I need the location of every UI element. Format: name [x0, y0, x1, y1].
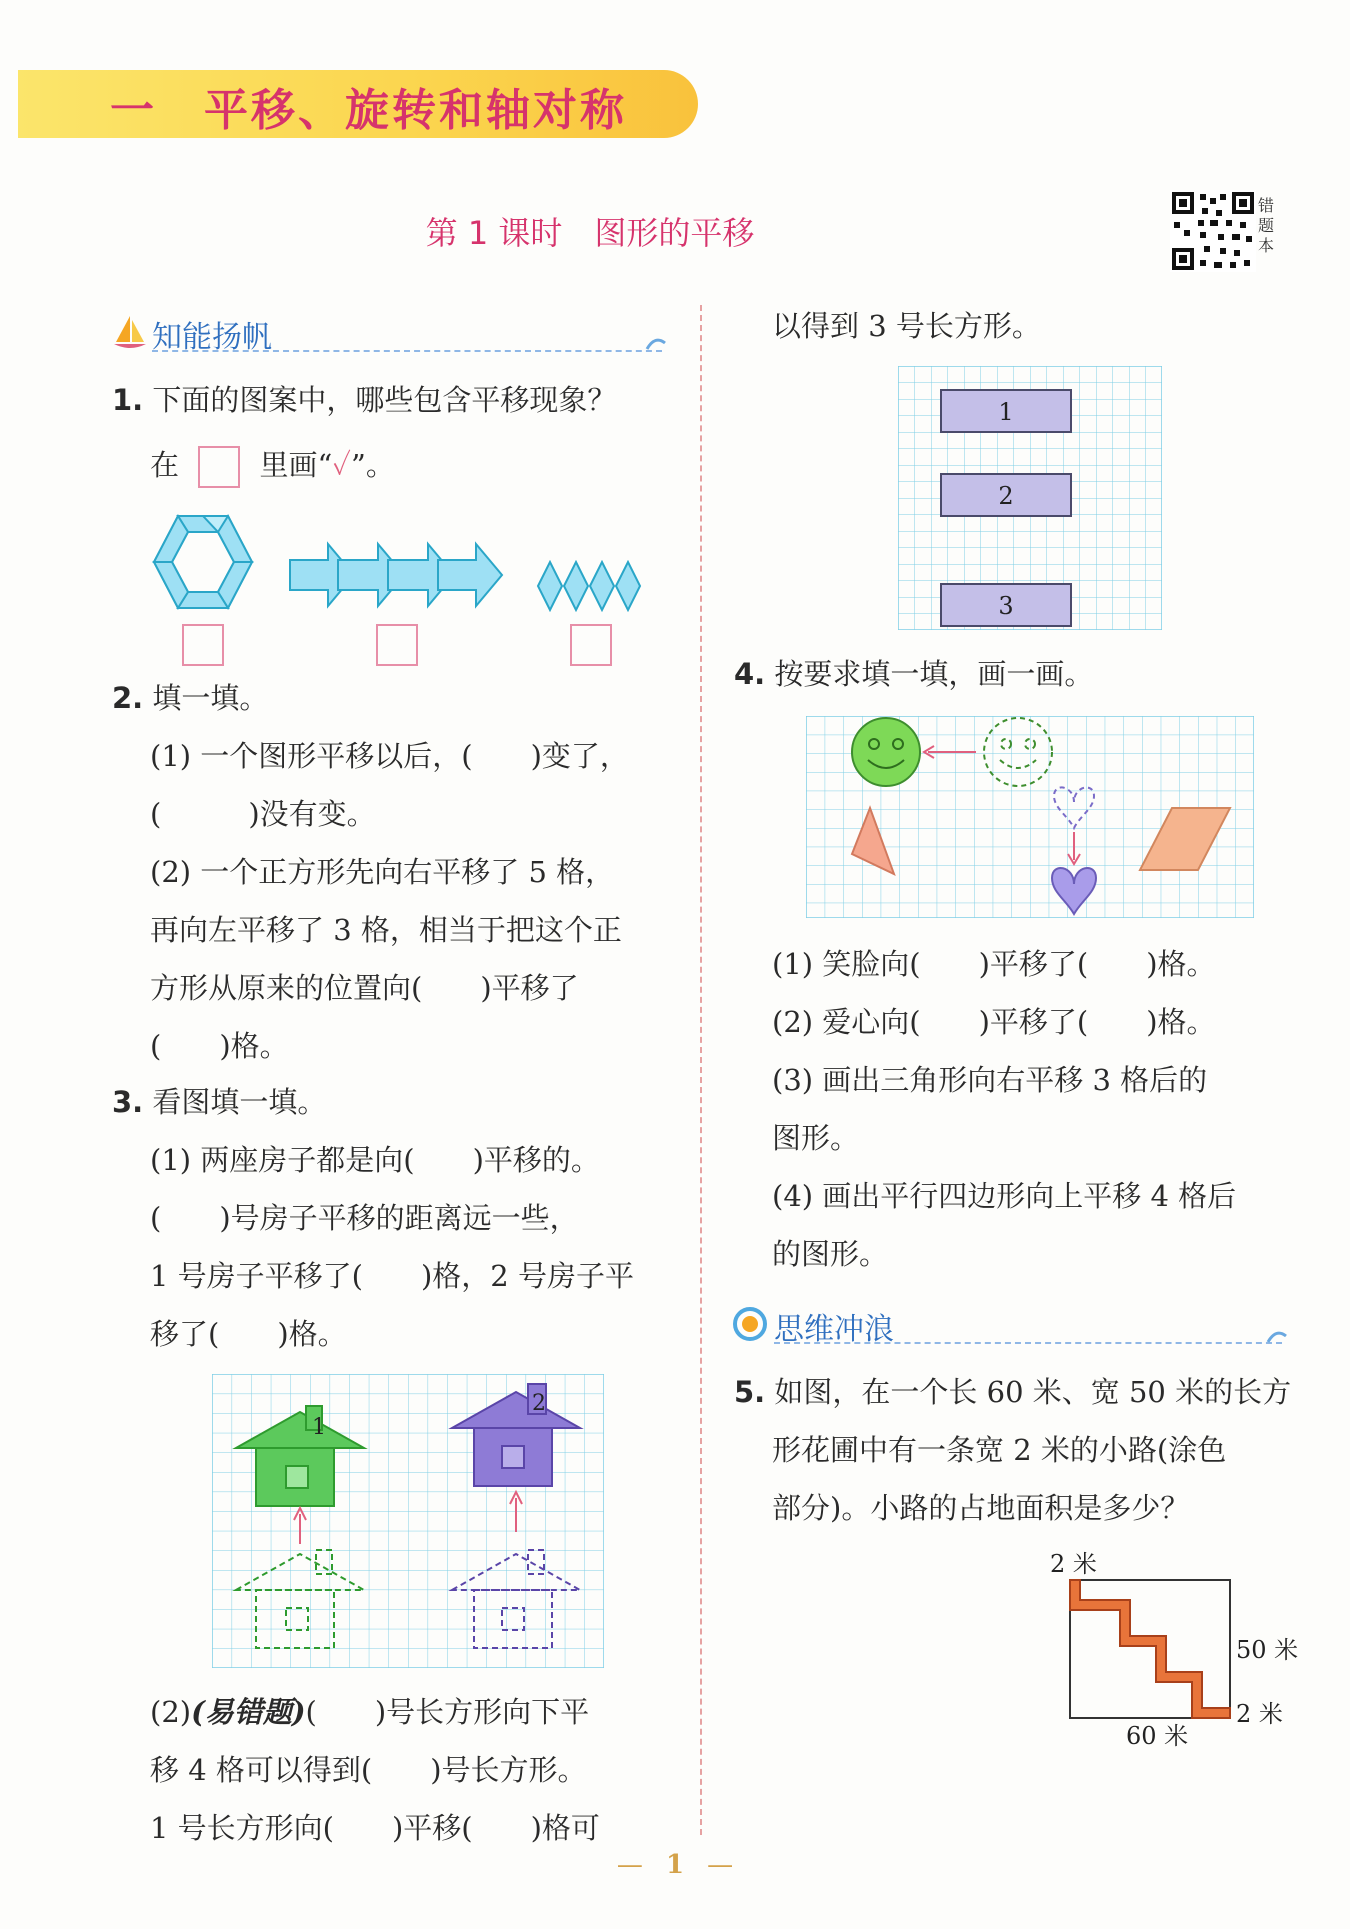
q4-line1: (1) 笑脸向( )平移了( )格。 [772, 947, 1216, 981]
q5-line3: 部分)。小路的占地面积是多少？ [772, 1491, 1190, 1525]
q3-line4: 移了( )格。 [150, 1317, 347, 1351]
section-underline-2 [774, 1342, 1282, 1344]
q3-line5 [150, 1694, 589, 1730]
lesson-title: 第 1 课时 图形的平移 [425, 214, 755, 252]
q2-title-row [112, 680, 268, 716]
pattern-diamonds [536, 560, 644, 616]
q5-line1-row [734, 1374, 1291, 1410]
q3-line2: ( )号房子平移的距离远一些， [150, 1201, 579, 1235]
q3-line5b: ( )号长方形向下平 [305, 1695, 590, 1729]
answer-checkbox-2[interactable] [376, 624, 418, 666]
pattern-arrows [288, 540, 504, 614]
house2-label: 2 [532, 1391, 546, 1416]
q4-line5: (4) 画出平行四边形向上平移 4 格后 [772, 1179, 1237, 1213]
houses-grid [212, 1374, 604, 1672]
q5-line1: 如图，在一个长 60 米、宽 50 米的长方 [774, 1375, 1292, 1409]
qr-code[interactable] [1170, 190, 1256, 272]
q1-line2b: 里画“ [259, 448, 333, 482]
rect3-label: 3 [998, 592, 1014, 620]
wave-icon [645, 333, 667, 355]
pattern-hexagon-knot [148, 510, 258, 618]
q1-line1: 下面的图案中，哪些包含平移现象？ [152, 383, 617, 417]
q3-line5a: (2) [150, 1695, 192, 1729]
answer-checkbox-1[interactable] [182, 624, 224, 666]
example-checkbox [198, 446, 240, 488]
q3-line6: 移 4 格可以得到( )号长方形。 [150, 1753, 587, 1787]
label-50m: 50 米 [1236, 1636, 1299, 1664]
q4-line2: (2) 爱心向( )平移了( )格。 [772, 1005, 1216, 1039]
q3-line3: 1 号房子平移了( )格，2 号房子平 [150, 1259, 634, 1293]
q4-line6: 的图形。 [772, 1237, 889, 1271]
q4-line3: (3) 画出三角形向右平移 3 格后的 [772, 1063, 1208, 1097]
q2-title: 填一填。 [152, 681, 269, 715]
q2-number: 2. [112, 681, 144, 715]
section-underline [152, 350, 662, 352]
rectangles-grid [898, 366, 1162, 634]
q4-line4: 图形。 [772, 1121, 860, 1155]
q2-line6: ( )格。 [150, 1029, 289, 1063]
q3-line7: 1 号长方形向( )平移( )格可 [150, 1811, 600, 1845]
q2-line3: (2) 一个正方形先向右平移了 5 格， [150, 855, 615, 889]
smiley-icon [852, 718, 920, 786]
q2-line5: 方形从原来的位置向( )平移了 [150, 971, 579, 1005]
label-right-2m: 2 米 [1236, 1700, 1283, 1728]
q5-line2: 形花圃中有一条宽 2 米的小路(涂色 [772, 1433, 1227, 1467]
page-number-dash-right: — [707, 1850, 734, 1880]
sail-icon [112, 312, 148, 356]
q1-number: 1. [112, 383, 144, 417]
q2-line4: 再向左平移了 3 格，相当于把这个正 [150, 913, 622, 947]
q3-line1: (1) 两座房子都是向( )平移的。 [150, 1143, 600, 1177]
house1-label: 1 [312, 1415, 326, 1440]
q4-title-row [734, 656, 1093, 692]
page-number [0, 1850, 1350, 1880]
q2-line2: ( )没有变。 [150, 797, 376, 831]
q3-line8: 以得到 3 号长方形。 [772, 309, 1041, 343]
q2-line1: (1) 一个图形平移以后，( )变了， [150, 739, 629, 773]
chapter-title: 一 平移、旋转和轴对称 [110, 85, 627, 136]
label-60m: 60 米 [1126, 1722, 1189, 1748]
q3-title: 看图填一填。 [152, 1085, 327, 1119]
section-siwei: 思维冲浪 [774, 1312, 894, 1347]
q1-line2c: ”。 [351, 448, 395, 482]
check-mark-icon: ✓ [332, 448, 351, 482]
error-prone-tag: (易错题) [191, 1695, 306, 1729]
rect2-label: 2 [998, 482, 1014, 510]
column-divider [700, 305, 702, 1835]
q1-line2 [150, 446, 395, 488]
q4-number: 4. [734, 657, 766, 691]
answer-checkbox-3[interactable] [570, 624, 612, 666]
q1-text [112, 382, 616, 418]
q3-title-row [112, 1084, 326, 1120]
wave-icon-2 [1266, 1326, 1288, 1348]
label-top-2m: 2 米 [1050, 1550, 1097, 1578]
surf-icon [732, 1306, 768, 1346]
q3-number: 3. [112, 1085, 144, 1119]
qr-label: 错题本 [1258, 196, 1275, 255]
q4-grid [806, 716, 1254, 922]
section-zhineng: 知能扬帆 [152, 320, 272, 355]
page-number-value: 1 [665, 1850, 685, 1880]
rect1-label: 1 [998, 398, 1014, 426]
q5-number: 5. [734, 1375, 766, 1409]
q1-line2a: 在 [150, 448, 180, 482]
garden-diagram [1040, 1548, 1300, 1752]
page-number-dash-left: — [616, 1850, 643, 1880]
q4-title: 按要求填一填，画一画。 [774, 657, 1094, 691]
